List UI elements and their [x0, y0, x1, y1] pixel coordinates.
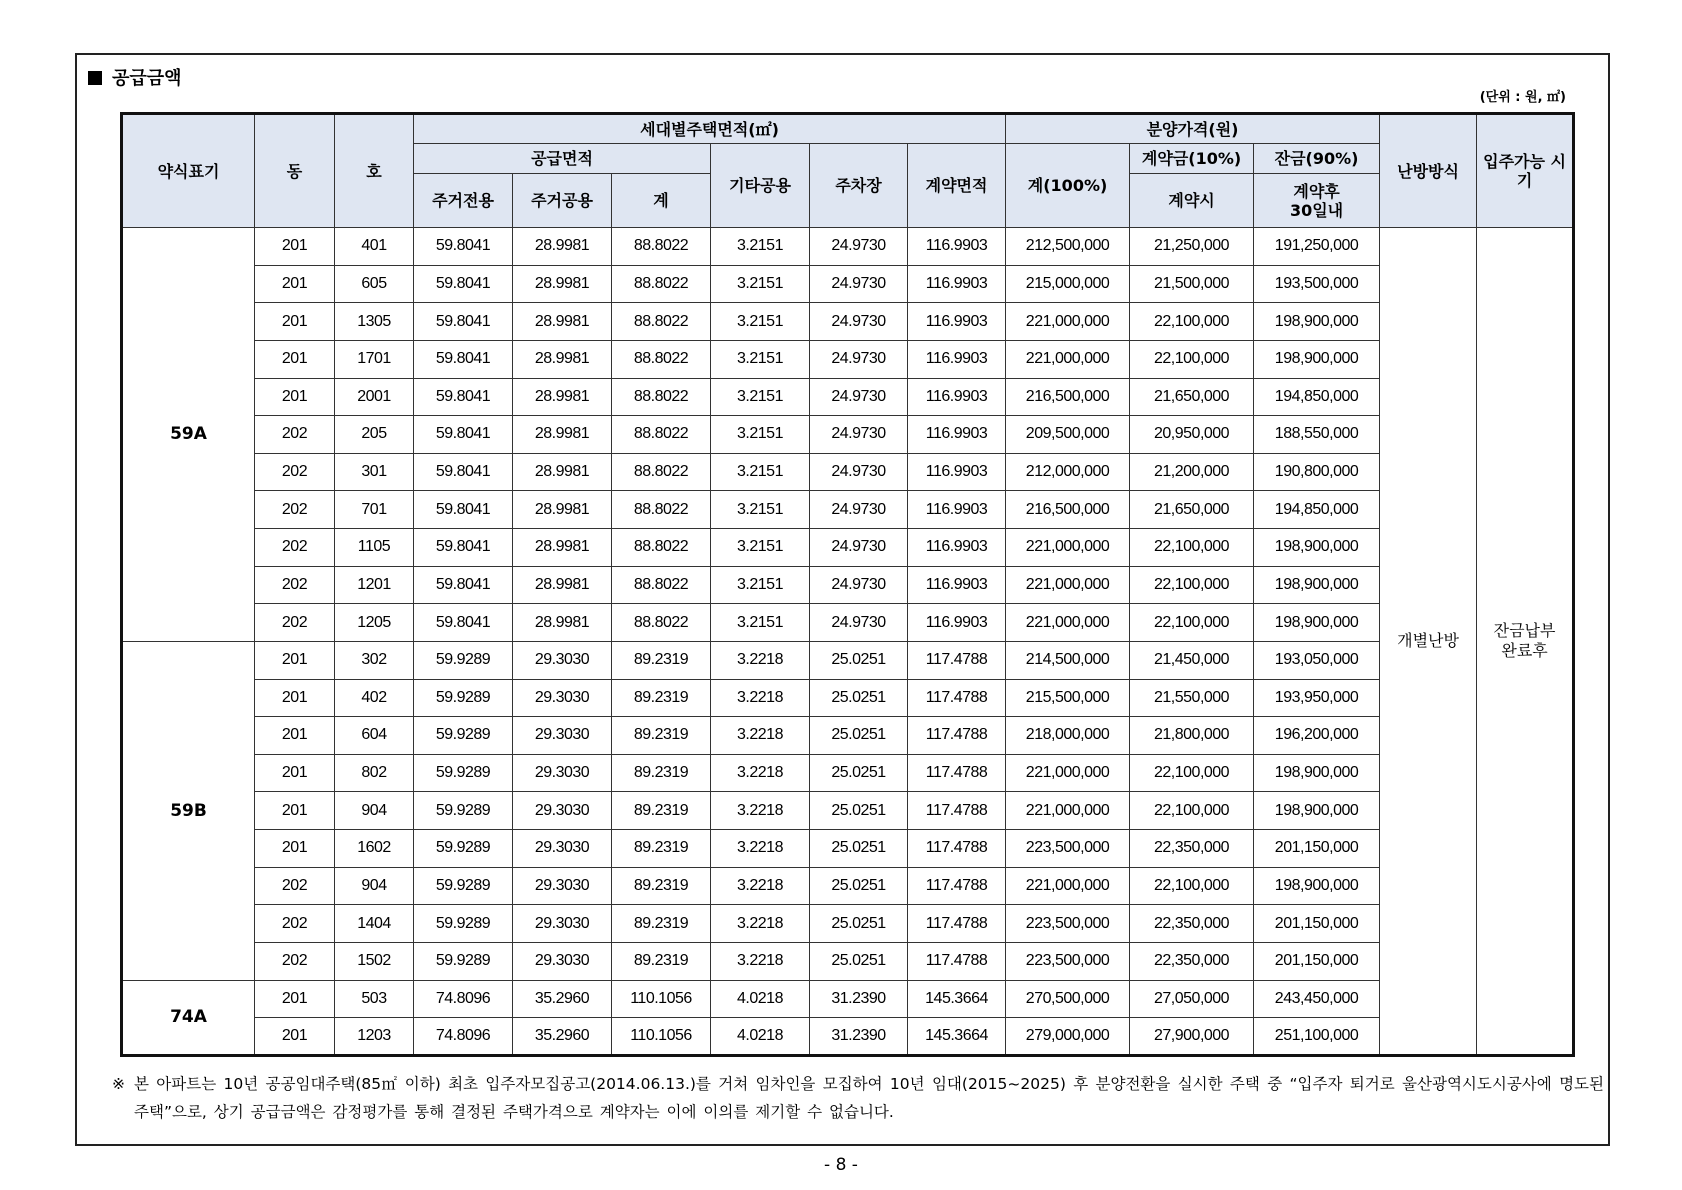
table-row [122, 867, 1574, 905]
move-in-cell: 잔금납부 완료후 [1477, 228, 1574, 1056]
subtotal-cell: 88.8022 [612, 566, 711, 604]
dong-cell: 201 [255, 830, 335, 868]
footnote-mark: ※ [112, 1075, 125, 1093]
parking-cell: 24.9730 [810, 453, 908, 491]
total-cell: 221,000,000 [1006, 340, 1130, 378]
header-type: 약식표기 [122, 114, 255, 228]
other-common-cell: 3.2151 [711, 416, 810, 454]
parking-cell: 24.9730 [810, 378, 908, 416]
ho-cell: 1502 [335, 942, 414, 980]
subtotal-cell: 88.8022 [612, 303, 711, 341]
other-common-cell: 3.2218 [711, 942, 810, 980]
ho-cell: 401 [335, 228, 414, 266]
deposit-cell: 22,100,000 [1130, 340, 1254, 378]
total-cell: 221,000,000 [1006, 792, 1130, 830]
deposit-cell: 22,100,000 [1130, 754, 1254, 792]
common-cell: 29.3030 [513, 905, 612, 943]
exclusive-cell: 59.8041 [414, 416, 513, 454]
other-common-cell: 3.2218 [711, 754, 810, 792]
exclusive-cell: 59.9289 [414, 792, 513, 830]
contract-area-cell: 116.9903 [908, 453, 1006, 491]
total-cell: 216,500,000 [1006, 491, 1130, 529]
ho-cell: 402 [335, 679, 414, 717]
parking-cell: 31.2390 [810, 980, 908, 1018]
header-supply-area: 공급면적 [414, 144, 711, 174]
other-common-cell: 3.2218 [711, 641, 810, 679]
parking-cell: 24.9730 [810, 566, 908, 604]
header-other-common: 기타공용 [711, 144, 810, 228]
parking-cell: 24.9730 [810, 491, 908, 529]
subtotal-cell: 89.2319 [612, 754, 711, 792]
common-cell: 29.3030 [513, 754, 612, 792]
deposit-cell: 22,100,000 [1130, 303, 1254, 341]
subtotal-cell: 88.8022 [612, 604, 711, 642]
exclusive-cell: 74.8096 [414, 980, 513, 1018]
black-square-icon [88, 71, 102, 85]
balance-cell: 193,950,000 [1254, 679, 1380, 717]
contract-area-cell: 117.4788 [908, 754, 1006, 792]
common-cell: 29.3030 [513, 717, 612, 755]
common-cell: 29.3030 [513, 679, 612, 717]
dong-cell: 201 [255, 679, 335, 717]
subtotal-cell: 110.1056 [612, 1018, 711, 1056]
balance-cell: 198,900,000 [1254, 867, 1380, 905]
parking-cell: 25.0251 [810, 679, 908, 717]
parking-cell: 25.0251 [810, 717, 908, 755]
parking-cell: 25.0251 [810, 641, 908, 679]
header-total: 계(100%) [1006, 144, 1130, 228]
deposit-cell: 21,650,000 [1130, 491, 1254, 529]
table-row [122, 830, 1574, 868]
balance-cell: 198,900,000 [1254, 303, 1380, 341]
dong-cell: 202 [255, 453, 335, 491]
deposit-cell: 22,100,000 [1130, 867, 1254, 905]
subtotal-cell: 110.1056 [612, 980, 711, 1018]
dong-cell: 201 [255, 980, 335, 1018]
type-cell: 74A [122, 980, 255, 1056]
header-parking: 주차장 [810, 144, 908, 228]
footnote-text: 본 아파트는 10년 공공임대주택(85㎡ 이하) 최초 입주자모집공고(2014.06.13.)를 거쳐 임차인을 모집하여 10년 임대(2015~2025) 후 분양전환을 실시한 주택 중 “입주자 퇴거로 울산광역시도시공사에 명도된 주택”으로, 상기 공급금액은 감정평가를 통해 결정된 주택가격으로 계약자는 이에 이의를 제기할 수 없습니다. [134, 1075, 1604, 1121]
balance-cell: 243,450,000 [1254, 980, 1380, 1018]
contract-area-cell: 117.4788 [908, 830, 1006, 868]
parking-cell: 25.0251 [810, 754, 908, 792]
table-row [122, 980, 1574, 1018]
total-cell: 221,000,000 [1006, 754, 1130, 792]
balance-cell: 198,900,000 [1254, 566, 1380, 604]
subtotal-cell: 88.8022 [612, 228, 711, 266]
parking-cell: 25.0251 [810, 867, 908, 905]
balance-cell: 201,150,000 [1254, 942, 1380, 980]
table-row [122, 679, 1574, 717]
section-title-text: 공급금액 [112, 68, 182, 89]
table-row [122, 491, 1574, 529]
common-cell: 28.9981 [513, 378, 612, 416]
ho-cell: 1203 [335, 1018, 414, 1056]
dong-cell: 201 [255, 303, 335, 341]
total-cell: 279,000,000 [1006, 1018, 1130, 1056]
subtotal-cell: 89.2319 [612, 717, 711, 755]
contract-area-cell: 117.4788 [908, 867, 1006, 905]
contract-area-cell: 117.4788 [908, 717, 1006, 755]
header-heating: 난방방식 [1380, 114, 1477, 228]
ho-cell: 1205 [335, 604, 414, 642]
contract-area-cell: 116.9903 [908, 604, 1006, 642]
deposit-cell: 22,100,000 [1130, 566, 1254, 604]
dong-cell: 201 [255, 641, 335, 679]
subtotal-cell: 88.8022 [612, 491, 711, 529]
table-row [122, 453, 1574, 491]
dong-cell: 201 [255, 265, 335, 303]
other-common-cell: 3.2151 [711, 378, 810, 416]
dong-cell: 201 [255, 1018, 335, 1056]
ho-cell: 2001 [335, 378, 414, 416]
common-cell: 29.3030 [513, 792, 612, 830]
contract-area-cell: 116.9903 [908, 529, 1006, 567]
subtotal-cell: 89.2319 [612, 830, 711, 868]
table-row [122, 792, 1574, 830]
deposit-cell: 22,350,000 [1130, 905, 1254, 943]
other-common-cell: 3.2151 [711, 529, 810, 567]
type-cell: 59A [122, 228, 255, 642]
total-cell: 270,500,000 [1006, 980, 1130, 1018]
total-cell: 221,000,000 [1006, 867, 1130, 905]
header-balance: 잔금(90%) [1254, 144, 1380, 174]
dong-cell: 202 [255, 566, 335, 604]
balance-cell: 201,150,000 [1254, 830, 1380, 868]
table-row [122, 942, 1574, 980]
dong-cell: 201 [255, 754, 335, 792]
contract-area-cell: 117.4788 [908, 905, 1006, 943]
header-subtotal: 계 [612, 174, 711, 228]
table-row [122, 604, 1574, 642]
total-cell: 223,500,000 [1006, 942, 1130, 980]
supply-price-table [120, 112, 1575, 1057]
table-row [122, 566, 1574, 604]
balance-cell: 251,100,000 [1254, 1018, 1380, 1056]
exclusive-cell: 59.8041 [414, 453, 513, 491]
balance-cell: 198,900,000 [1254, 792, 1380, 830]
deposit-cell: 20,950,000 [1130, 416, 1254, 454]
ho-cell: 904 [335, 867, 414, 905]
balance-cell: 201,150,000 [1254, 905, 1380, 943]
total-cell: 212,000,000 [1006, 453, 1130, 491]
balance-cell: 193,500,000 [1254, 265, 1380, 303]
subtotal-cell: 88.8022 [612, 416, 711, 454]
exclusive-cell: 59.9289 [414, 754, 513, 792]
exclusive-cell: 59.8041 [414, 529, 513, 567]
contract-area-cell: 116.9903 [908, 566, 1006, 604]
dong-cell: 202 [255, 491, 335, 529]
contract-area-cell: 116.9903 [908, 303, 1006, 341]
header-area-group: 세대별주택면적(㎡) [414, 114, 1006, 144]
dong-cell: 201 [255, 340, 335, 378]
ho-cell: 1701 [335, 340, 414, 378]
common-cell: 28.9981 [513, 566, 612, 604]
contract-area-cell: 117.4788 [908, 792, 1006, 830]
ho-cell: 1404 [335, 905, 414, 943]
exclusive-cell: 59.8041 [414, 566, 513, 604]
deposit-cell: 27,900,000 [1130, 1018, 1254, 1056]
contract-area-cell: 145.3664 [908, 1018, 1006, 1056]
parking-cell: 25.0251 [810, 942, 908, 980]
dong-cell: 202 [255, 604, 335, 642]
contract-area-cell: 117.4788 [908, 942, 1006, 980]
deposit-cell: 21,550,000 [1130, 679, 1254, 717]
other-common-cell: 3.2218 [711, 867, 810, 905]
deposit-cell: 22,100,000 [1130, 604, 1254, 642]
deposit-cell: 21,650,000 [1130, 378, 1254, 416]
other-common-cell: 3.2218 [711, 717, 810, 755]
contract-area-cell: 117.4788 [908, 641, 1006, 679]
deposit-cell: 21,200,000 [1130, 453, 1254, 491]
contract-area-cell: 116.9903 [908, 416, 1006, 454]
subtotal-cell: 88.8022 [612, 453, 711, 491]
header-contract-area: 계약면적 [908, 144, 1006, 228]
exclusive-cell: 59.8041 [414, 228, 513, 266]
dong-cell: 202 [255, 529, 335, 567]
dong-cell: 202 [255, 416, 335, 454]
ho-cell: 1201 [335, 566, 414, 604]
other-common-cell: 4.0218 [711, 1018, 810, 1056]
ho-cell: 604 [335, 717, 414, 755]
header-price-group: 분양가격(원) [1006, 114, 1380, 144]
parking-cell: 24.9730 [810, 228, 908, 266]
exclusive-cell: 59.9289 [414, 641, 513, 679]
header-dong: 동 [255, 114, 335, 228]
balance-cell: 188,550,000 [1254, 416, 1380, 454]
balance-cell: 196,200,000 [1254, 717, 1380, 755]
common-cell: 28.9981 [513, 604, 612, 642]
dong-cell: 201 [255, 717, 335, 755]
common-cell: 35.2960 [513, 1018, 612, 1056]
dong-cell: 201 [255, 378, 335, 416]
total-cell: 221,000,000 [1006, 529, 1130, 567]
header-common: 주거공용 [513, 174, 612, 228]
header-exclusive: 주거전용 [414, 174, 513, 228]
table-row [122, 641, 1574, 679]
type-cell: 59B [122, 641, 255, 980]
parking-cell: 25.0251 [810, 792, 908, 830]
header-balance-when: 계약후 30일내 [1254, 174, 1380, 228]
contract-area-cell: 117.4788 [908, 679, 1006, 717]
total-cell: 223,500,000 [1006, 905, 1130, 943]
ho-cell: 802 [335, 754, 414, 792]
ho-cell: 1602 [335, 830, 414, 868]
common-cell: 28.9981 [513, 303, 612, 341]
exclusive-cell: 59.9289 [414, 867, 513, 905]
dong-cell: 202 [255, 905, 335, 943]
exclusive-cell: 59.8041 [414, 265, 513, 303]
total-cell: 221,000,000 [1006, 303, 1130, 341]
subtotal-cell: 89.2319 [612, 867, 711, 905]
deposit-cell: 21,250,000 [1130, 228, 1254, 266]
exclusive-cell: 59.8041 [414, 491, 513, 529]
exclusive-cell: 59.9289 [414, 905, 513, 943]
other-common-cell: 3.2151 [711, 265, 810, 303]
dong-cell: 201 [255, 792, 335, 830]
other-common-cell: 4.0218 [711, 980, 810, 1018]
ho-cell: 605 [335, 265, 414, 303]
common-cell: 28.9981 [513, 340, 612, 378]
total-cell: 215,000,000 [1006, 265, 1130, 303]
other-common-cell: 3.2151 [711, 491, 810, 529]
balance-cell: 191,250,000 [1254, 228, 1380, 266]
parking-cell: 24.9730 [810, 265, 908, 303]
table-body [122, 228, 1574, 1056]
exclusive-cell: 74.8096 [414, 1018, 513, 1056]
deposit-cell: 21,450,000 [1130, 641, 1254, 679]
dong-cell: 202 [255, 867, 335, 905]
total-cell: 218,000,000 [1006, 717, 1130, 755]
contract-area-cell: 145.3664 [908, 980, 1006, 1018]
footnote [112, 1070, 1604, 1126]
total-cell: 209,500,000 [1006, 416, 1130, 454]
subtotal-cell: 88.8022 [612, 378, 711, 416]
table-row [122, 416, 1574, 454]
parking-cell: 24.9730 [810, 416, 908, 454]
heating-cell: 개별난방 [1380, 228, 1477, 1056]
contract-area-cell: 116.9903 [908, 491, 1006, 529]
total-cell: 221,000,000 [1006, 604, 1130, 642]
parking-cell: 24.9730 [810, 340, 908, 378]
common-cell: 35.2960 [513, 980, 612, 1018]
common-cell: 29.3030 [513, 830, 612, 868]
table-row [122, 754, 1574, 792]
table-row [122, 1018, 1574, 1056]
deposit-cell: 21,500,000 [1130, 265, 1254, 303]
other-common-cell: 3.2218 [711, 792, 810, 830]
exclusive-cell: 59.8041 [414, 303, 513, 341]
contract-area-cell: 116.9903 [908, 340, 1006, 378]
ho-cell: 1105 [335, 529, 414, 567]
common-cell: 29.3030 [513, 942, 612, 980]
balance-cell: 190,800,000 [1254, 453, 1380, 491]
ho-cell: 904 [335, 792, 414, 830]
balance-cell: 193,050,000 [1254, 641, 1380, 679]
total-cell: 221,000,000 [1006, 566, 1130, 604]
total-cell: 223,500,000 [1006, 830, 1130, 868]
common-cell: 28.9981 [513, 453, 612, 491]
common-cell: 28.9981 [513, 529, 612, 567]
dong-cell: 202 [255, 942, 335, 980]
balance-cell: 194,850,000 [1254, 378, 1380, 416]
header-deposit: 계약금(10%) [1130, 144, 1254, 174]
other-common-cell: 3.2151 [711, 340, 810, 378]
deposit-cell: 21,800,000 [1130, 717, 1254, 755]
ho-cell: 1305 [335, 303, 414, 341]
ho-cell: 302 [335, 641, 414, 679]
subtotal-cell: 89.2319 [612, 942, 711, 980]
exclusive-cell: 59.8041 [414, 604, 513, 642]
total-cell: 212,500,000 [1006, 228, 1130, 266]
other-common-cell: 3.2151 [711, 453, 810, 491]
balance-cell: 198,900,000 [1254, 754, 1380, 792]
exclusive-cell: 59.8041 [414, 378, 513, 416]
subtotal-cell: 88.8022 [612, 340, 711, 378]
section-title [88, 64, 182, 90]
balance-cell: 198,900,000 [1254, 604, 1380, 642]
deposit-cell: 22,350,000 [1130, 830, 1254, 868]
exclusive-cell: 59.9289 [414, 942, 513, 980]
common-cell: 28.9981 [513, 491, 612, 529]
ho-cell: 503 [335, 980, 414, 1018]
parking-cell: 24.9730 [810, 604, 908, 642]
subtotal-cell: 88.8022 [612, 265, 711, 303]
exclusive-cell: 59.9289 [414, 830, 513, 868]
contract-area-cell: 116.9903 [908, 378, 1006, 416]
table-row [122, 529, 1574, 567]
exclusive-cell: 59.9289 [414, 717, 513, 755]
common-cell: 29.3030 [513, 867, 612, 905]
exclusive-cell: 59.8041 [414, 340, 513, 378]
ho-cell: 701 [335, 491, 414, 529]
page-number: - 8 - [824, 1155, 858, 1175]
parking-cell: 24.9730 [810, 529, 908, 567]
common-cell: 28.9981 [513, 416, 612, 454]
table-row [122, 905, 1574, 943]
subtotal-cell: 89.2319 [612, 679, 711, 717]
other-common-cell: 3.2218 [711, 905, 810, 943]
common-cell: 29.3030 [513, 641, 612, 679]
total-cell: 216,500,000 [1006, 378, 1130, 416]
deposit-cell: 27,050,000 [1130, 980, 1254, 1018]
parking-cell: 24.9730 [810, 303, 908, 341]
dong-cell: 201 [255, 228, 335, 266]
other-common-cell: 3.2151 [711, 604, 810, 642]
parking-cell: 31.2390 [810, 1018, 908, 1056]
table-row [122, 303, 1574, 341]
other-common-cell: 3.2151 [711, 303, 810, 341]
other-common-cell: 3.2151 [711, 228, 810, 266]
contract-area-cell: 116.9903 [908, 228, 1006, 266]
contract-area-cell: 116.9903 [908, 265, 1006, 303]
table-row [122, 228, 1574, 266]
subtotal-cell: 89.2319 [612, 905, 711, 943]
balance-cell: 198,900,000 [1254, 340, 1380, 378]
other-common-cell: 3.2218 [711, 679, 810, 717]
parking-cell: 25.0251 [810, 905, 908, 943]
balance-cell: 194,850,000 [1254, 491, 1380, 529]
ho-cell: 205 [335, 416, 414, 454]
deposit-cell: 22,350,000 [1130, 942, 1254, 980]
table-row [122, 265, 1574, 303]
other-common-cell: 3.2151 [711, 566, 810, 604]
table-row [122, 378, 1574, 416]
header-move-in: 입주가능 시기 [1477, 114, 1574, 228]
common-cell: 28.9981 [513, 265, 612, 303]
total-cell: 214,500,000 [1006, 641, 1130, 679]
exclusive-cell: 59.9289 [414, 679, 513, 717]
table-row [122, 340, 1574, 378]
common-cell: 28.9981 [513, 228, 612, 266]
deposit-cell: 22,100,000 [1130, 529, 1254, 567]
subtotal-cell: 89.2319 [612, 792, 711, 830]
header-ho: 호 [335, 114, 414, 228]
subtotal-cell: 89.2319 [612, 641, 711, 679]
balance-cell: 198,900,000 [1254, 529, 1380, 567]
ho-cell: 301 [335, 453, 414, 491]
table-row [122, 717, 1574, 755]
header-deposit-when: 계약시 [1130, 174, 1254, 228]
parking-cell: 25.0251 [810, 830, 908, 868]
unit-label: (단위 : 원, ㎡) [1479, 90, 1566, 105]
total-cell: 215,500,000 [1006, 679, 1130, 717]
deposit-cell: 22,100,000 [1130, 792, 1254, 830]
subtotal-cell: 88.8022 [612, 529, 711, 567]
other-common-cell: 3.2218 [711, 830, 810, 868]
